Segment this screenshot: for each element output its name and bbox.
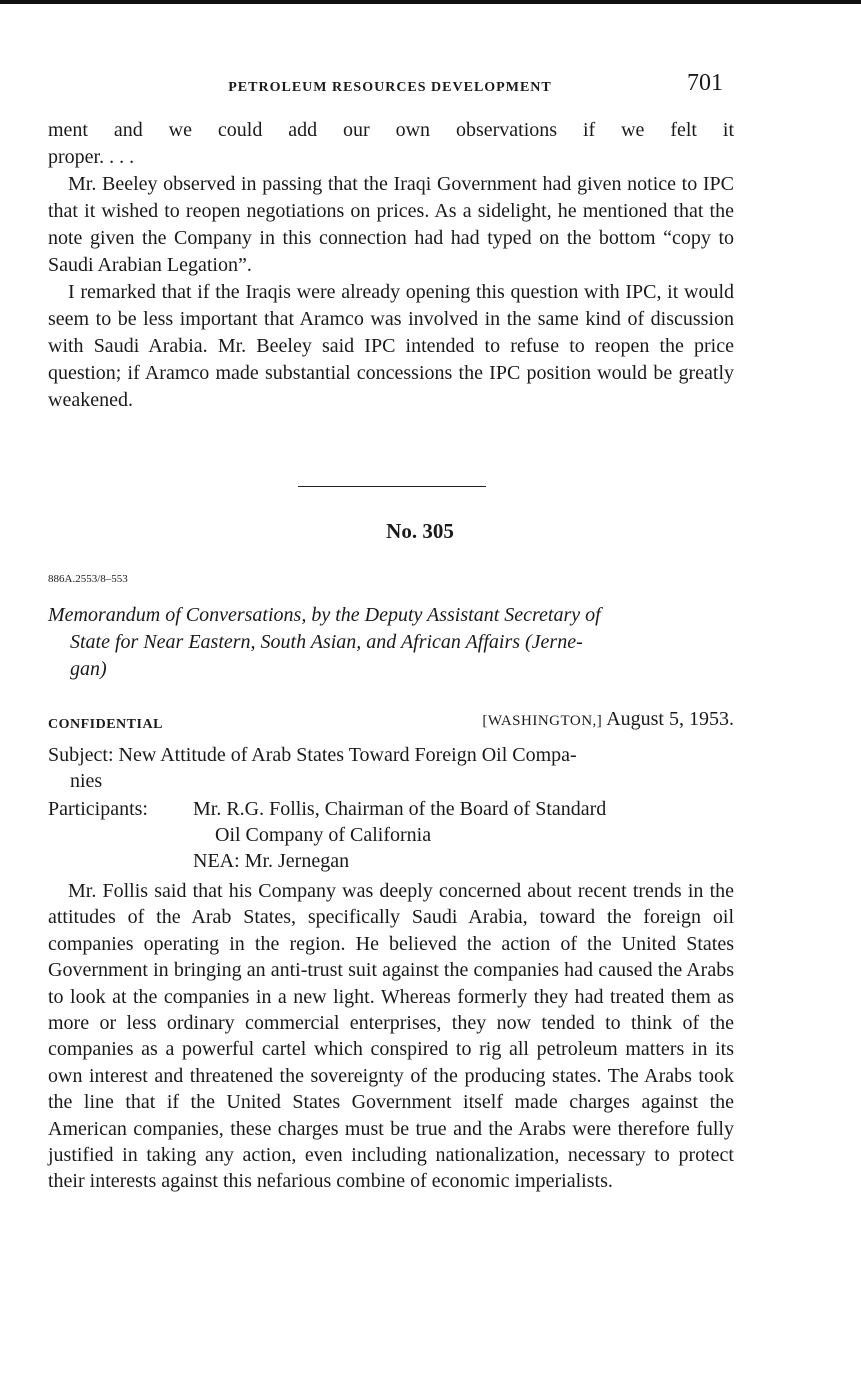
participants-label: Participants: — [48, 798, 148, 820]
participants — [48, 796, 748, 874]
classification: CONFIDENTIAL — [48, 717, 163, 732]
participant-1-line-2: Oil Company of California — [215, 824, 432, 846]
subject-line-1: Subject: New Attitude of Arab States Toward Foreign Oil Compa- — [48, 744, 577, 766]
date: August 5, 1953. — [606, 708, 734, 730]
top-rule — [0, 0, 861, 4]
subject-line-2: nies — [70, 770, 103, 792]
section-divider — [298, 486, 486, 487]
participant-1-line-1: Mr. R.G. Follis, Chairman of the Board of Standard — [193, 798, 607, 820]
file-reference: 886A.2553/8–553 — [48, 573, 128, 585]
place: [WASHINGTON,] — [482, 713, 603, 729]
memo-title-line-3: gan) — [70, 658, 107, 680]
memo-body — [48, 878, 734, 1195]
place-date — [482, 708, 734, 731]
document-number: No. 305 — [386, 519, 454, 543]
subject — [48, 742, 577, 794]
page-number: 701 — [687, 70, 723, 96]
paragraph-follis: Mr. Follis said that his Company was deeply concerned about recent trends in the attitudes of the Arab States, specifically Saudi Arabia, toward the foreign oil companies operating in the region. He believed the action of the United States Government in bringing an anti-trust suit against the companies had caused the Arabs to look at the companies in a new light. Whereas formerly they had treated them as more or less ordinary commercial enterprises, they now tended to think of the companies as a powerful cartel which conspired to rig all petroleum matters in its own interest and threatened the sovereignty of the producing states. The Arabs took the line that if the United States Government itself made charges against the American companies, these charges must be true and the Arabs were therefore fully justified in taking any action, even including nationalization, necessary to protect their interests against this nefarious combine of economic imperialists. — [48, 880, 734, 1193]
paragraph-beeley: Mr. Beeley observed in passing that the Iraqi Government had given notice to IPC that it wished to reopen negotiations on prices. As a sidelight, he mentioned that the note given the Company in this connection had had typed on the bottom “copy to Saudi Arabian Legation”. — [48, 173, 734, 276]
continuation-line-2: proper. . . . — [48, 146, 135, 168]
continuation-text — [48, 117, 734, 414]
memo-title — [48, 602, 738, 683]
paragraph-remark: I remarked that if the Iraqis were already opening this question with IPC, it would seem to be less important that Aramco was involved in the same kind of discussion with Saudi Arabia. Mr. Beeley said IPC intended to refuse to reopen the price question; if Aramco made substantial concessions the IPC position would be greatly weakened. — [48, 281, 734, 411]
participants-list — [193, 796, 606, 874]
running-head: PETROLEUM RESOURCES DEVELOPMENT — [228, 80, 552, 95]
memo-title-line-2: State for Near Eastern, South Asian, and African Affairs (Jerne- — [70, 631, 583, 653]
participant-2: NEA: Mr. Jernegan — [193, 850, 350, 872]
memo-title-line-1: Memorandum of Conversations, by the Deputy Assistant Secretary of — [48, 604, 601, 626]
continuation-line-1: ment and we could add our own observations if we felt it — [48, 119, 734, 141]
participants-row — [48, 796, 748, 874]
